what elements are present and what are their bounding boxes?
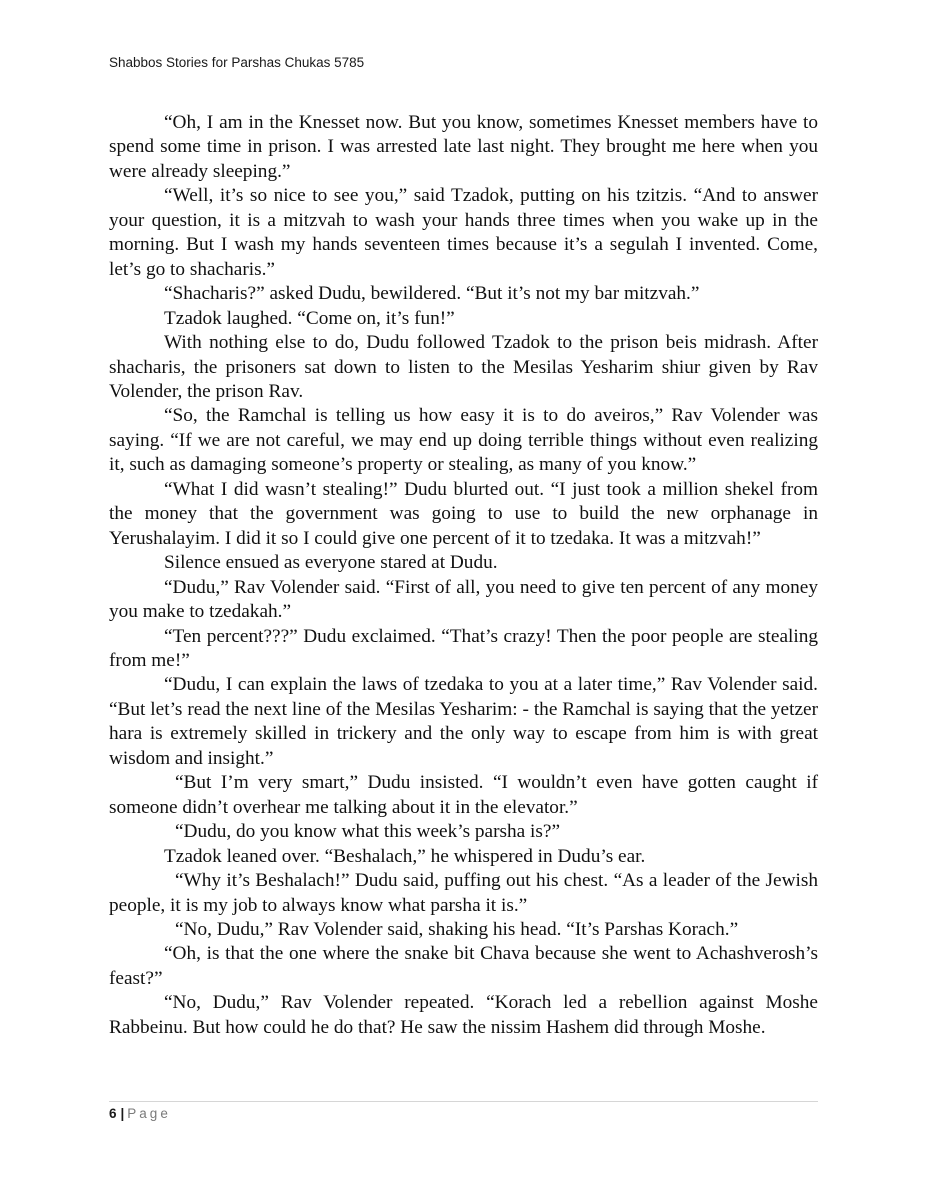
paragraph: “So, the Ramchal is telling us how easy it is to do aveiros,” Rav Volender was saying. “If we are not careful, we may end up doing terrible things without even realizing it, such as damaging someone’s property or stealing, as many of you know.” [109,405,818,476]
footer-separator: | [120,1106,125,1121]
paragraph: “Dudu,” Rav Volender said. “First of all, you need to give ten percent of any money you make to tzedakah.” [109,576,818,623]
paragraph: “Why it’s Beshalach!” Dudu said, puffing out his chest. “As a leader of the Jewish people, it is my job to always know what parsha it is.” [109,870,818,916]
paragraph: Silence ensued as everyone stared at Dudu. [164,552,498,574]
paragraph: “Dudu, I can explain the laws of tzedaka to you at a later time,” Rav Volender said. “But let’s read the next line of the Mesilas Yesharim: - the Ramchal is saying that the yetzer hara is extremely skilled in trickery and the only way to escape from him is with great wisdom and insight.” [109,674,818,769]
paragraph: “Well, it’s so nice to see you,” said Tzadok, putting on his tzitzis. “And to answer your question, it is a mitzvah to wash your hands three times when you wake up in the morning. But I wash my hands seventeen times because it’s a segulah I invented. Come, let’s go to shacharis.” [109,185,818,280]
footer-divider [109,1101,818,1102]
paragraph: “Ten percent???” Dudu exclaimed. “That’s crazy! Then the poor people are stealing from me!” [109,625,818,671]
paragraph: “Oh, I am in the Knesset now. But you know, sometimes Knesset members have to spend some time in prison. I was arrested late last night. They brought me here when you were already sleeping.” [109,112,818,182]
paragraph: “No, Dudu,” Rav Volender said, shaking his head. “It’s Parshas Korach.” [175,918,739,940]
paragraph: “Dudu, do you know what this week’s parsha is?” [175,821,561,843]
paragraph: “But I’m very smart,” Dudu insisted. “I wouldn’t even have gotten caught if someone didn’t overhear me talking about it in the elevator.” [109,772,818,818]
page-number: 6 [109,1106,117,1121]
paragraph: Tzadok leaned over. “Beshalach,” he whispered in Dudu’s ear. [164,845,646,867]
paragraph: “What I did wasn’t stealing!” Dudu blurted out. “I just took a million shekel from the money that the government was going to use to build the new orphanage in Yerushalayim. I did it so I could give one percent of it to tzedaka. It was a mitzvah!” [109,478,818,549]
page-footer [109,1106,171,1121]
paragraph: “Oh, is that the one where the snake bit Chava because she went to Achashverosh’s feast?” [109,943,818,989]
paragraph: Tzadok laughed. “Come on, it’s fun!” [164,307,455,329]
paragraph: With nothing else to do, Dudu followed Tzadok to the prison beis midrash. After shacharis, the prisoners sat down to listen to the Mesilas Yesharim shiur given by Rav Volender, the prison Rav. [109,332,818,402]
paragraph: “No, Dudu,” Rav Volender repeated. “Korach led a rebellion against Moshe Rabbeinu. But how could he do that? He saw the nissim Hashem did through Moshe. [109,992,818,1038]
running-header: Shabbos Stories for Parshas Chukas 5785 [109,55,365,70]
body-text [109,111,818,1040]
paragraph: “Shacharis?” asked Dudu, bewildered. “But it’s not my bar mitzvah.” [164,283,700,305]
page-label: Page [127,1106,171,1121]
